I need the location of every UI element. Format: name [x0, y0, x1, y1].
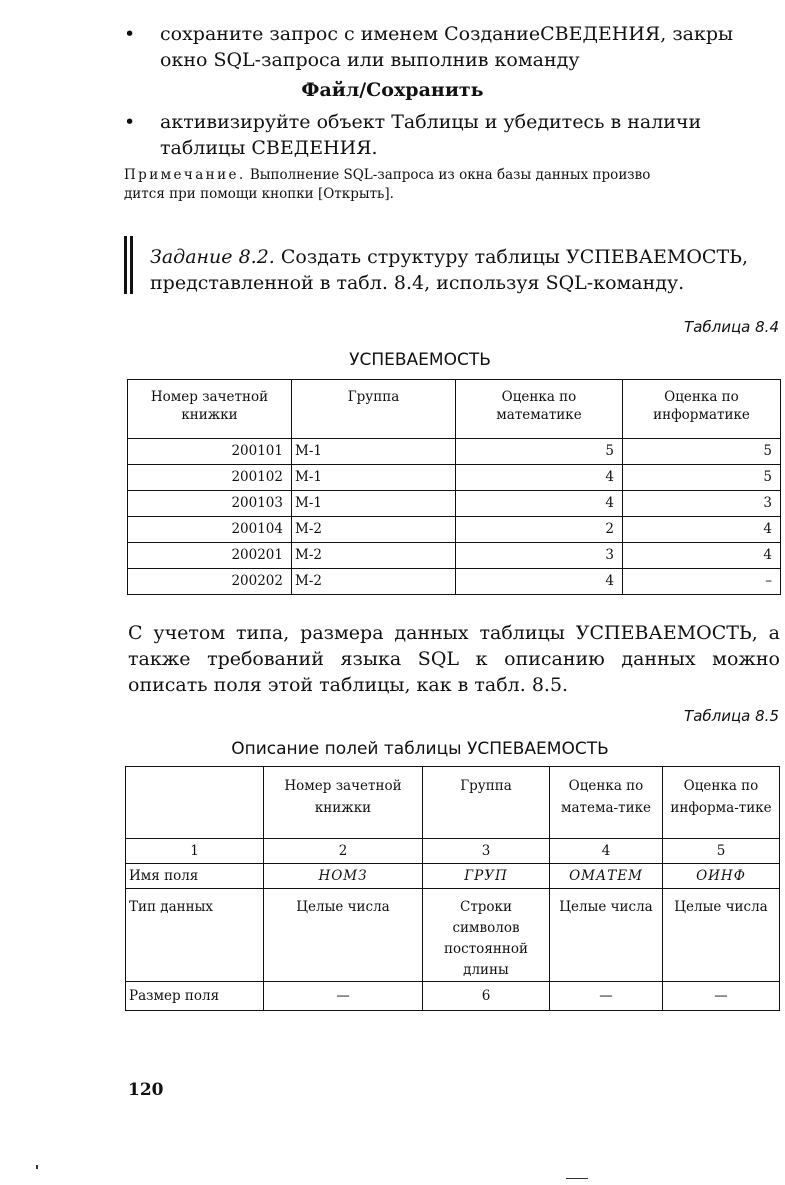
row-label: Размер поля [126, 982, 264, 1011]
cell-math-grade: 3 [456, 543, 623, 569]
task-margin-bar [130, 236, 133, 294]
column-header: Группа [423, 767, 550, 839]
table-header-row [128, 380, 781, 439]
cell-math-grade: 4 [456, 465, 623, 491]
column-number: 5 [663, 839, 780, 864]
task-text: Создать структуру таблицы УСПЕВАЕМОСТЬ, [280, 246, 748, 268]
cell-record-number: 200201 [128, 543, 292, 569]
cell-math-grade: 5 [456, 439, 623, 465]
column-number-row [126, 839, 780, 864]
cell-math-grade: 4 [456, 491, 623, 517]
field-name-value: ОИНФ [663, 864, 780, 889]
column-header: Группа [292, 380, 456, 439]
table-row [128, 491, 781, 517]
column-number: 1 [126, 839, 264, 864]
field-name-value: ОМАТЕМ [550, 864, 663, 889]
data-type-value: Строки символов постоянной длины [423, 889, 550, 982]
row-label: Тип данных [126, 889, 264, 982]
scan-mark [566, 1178, 588, 1179]
data-type-value: Целые числа [663, 889, 780, 982]
table-title: Описание полей таблицы УСПЕВАЕМОСТЬ [231, 739, 609, 759]
cell-cs-grade: 5 [623, 439, 781, 465]
column-number: 4 [550, 839, 663, 864]
scan-speck [36, 1165, 38, 1169]
bullet-marker: • [124, 111, 136, 133]
note-label: Примечание. [124, 167, 246, 183]
column-header: Оценка по матема-тике [550, 767, 663, 839]
row-label: Имя поля [126, 864, 264, 889]
bullet-line: активизируйте объект Таблицы и убедитесь в наличи [160, 111, 702, 133]
task-label: Задание 8.2. [150, 246, 275, 268]
table-caption: Таблица 8.5 [684, 707, 779, 725]
bullet-line: сохраните запрос с именем СозданиеСВЕДЕНИЯ, закры [160, 23, 734, 45]
data-type-value: Целые числа [550, 889, 663, 982]
table-row [128, 569, 781, 595]
task-8-2 [150, 244, 748, 296]
column-number: 2 [264, 839, 423, 864]
field-name-value: НОМЗ [264, 864, 423, 889]
note-line: дится при помощи кнопки [Открыть]. [124, 186, 394, 202]
field-size-value: — [264, 982, 423, 1011]
table-field-description [125, 766, 780, 1011]
column-header [126, 767, 264, 839]
cell-record-number: 200102 [128, 465, 292, 491]
table-row [128, 543, 781, 569]
data-type-value: Целые числа [264, 889, 423, 982]
column-header: Номер зачетной книжки [264, 767, 423, 839]
cell-cs-grade: 5 [623, 465, 781, 491]
field-name-value: ГРУП [423, 864, 550, 889]
cell-record-number: 200202 [128, 569, 292, 595]
cell-cs-grade: 4 [623, 543, 781, 569]
column-header: Оценка по математике [456, 380, 623, 439]
page-number: 120 [128, 1080, 164, 1100]
table-header-row [126, 767, 780, 839]
bullet-marker: • [124, 23, 136, 45]
bullet-line: окно SQL-запроса или выполнив команду [160, 49, 580, 71]
menu-command: Файл/Сохранить [301, 79, 484, 101]
cell-record-number: 200101 [128, 439, 292, 465]
cell-group: М-1 [292, 465, 456, 491]
column-header: Оценка по информа-тике [663, 767, 780, 839]
cell-group: М-2 [292, 543, 456, 569]
data-type-row [126, 889, 780, 982]
field-name-row [126, 864, 780, 889]
cell-group: М-1 [292, 439, 456, 465]
note-line: Выполнение SQL-запроса из окна базы данных произво [249, 167, 651, 183]
cell-cs-grade: – [623, 569, 781, 595]
table-row [128, 517, 781, 543]
cell-group: М-1 [292, 491, 456, 517]
field-size-value: — [663, 982, 780, 1011]
field-size-value: — [550, 982, 663, 1011]
field-size-value: 6 [423, 982, 550, 1011]
cell-group: М-2 [292, 517, 456, 543]
field-size-row [126, 982, 780, 1011]
bullet-line: таблицы СВЕДЕНИЯ. [160, 137, 378, 159]
cell-cs-grade: 4 [623, 517, 781, 543]
table-title: УСПЕВАЕМОСТЬ [349, 350, 491, 370]
task-text: представленной в табл. 8.4, используя SQL-команду. [150, 272, 685, 294]
column-number: 3 [423, 839, 550, 864]
column-header: Номер зачетной книжки [128, 380, 292, 439]
note [124, 166, 785, 204]
column-header: Оценка по информатике [623, 380, 781, 439]
task-margin-bar [124, 236, 127, 294]
table-uspevaemost [127, 379, 781, 595]
cell-record-number: 200104 [128, 517, 292, 543]
cell-group: М-2 [292, 569, 456, 595]
cell-cs-grade: 3 [623, 491, 781, 517]
cell-math-grade: 2 [456, 517, 623, 543]
body-paragraph: С учетом типа, размера данных таблицы УСПЕВАЕМОСТЬ, а также требований языка SQL к описанию данных можно описать поля этой таблицы, как в табл. 8.5. [128, 622, 780, 696]
cell-math-grade: 4 [456, 569, 623, 595]
table-caption: Таблица 8.4 [684, 318, 779, 336]
table-row [128, 465, 781, 491]
table-row [128, 439, 781, 465]
cell-record-number: 200103 [128, 491, 292, 517]
